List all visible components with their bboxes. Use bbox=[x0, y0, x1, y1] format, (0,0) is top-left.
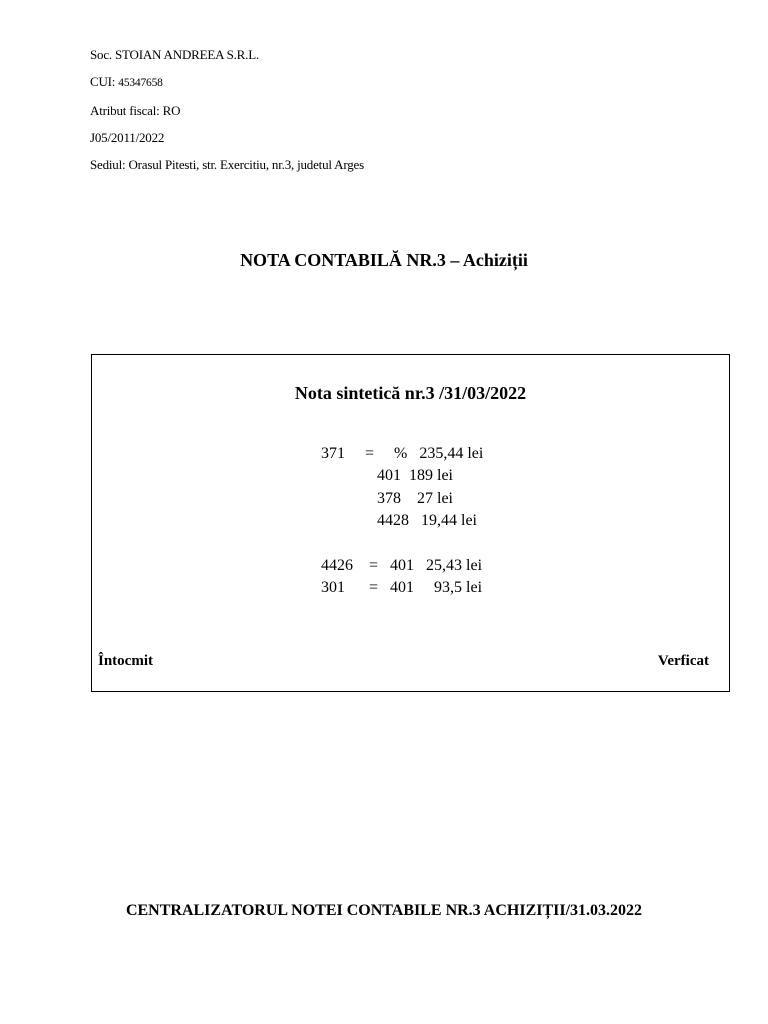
cui-value: 45347658 bbox=[118, 77, 163, 89]
entry-line-4: 4428 19,44 lei bbox=[321, 512, 477, 529]
synthetic-note-title: Nota sintetică nr.3 /31/03/2022 bbox=[294, 383, 527, 403]
verified-by-label: Verficat bbox=[657, 653, 709, 669]
prepared-by-label: Întocmit bbox=[98, 653, 153, 669]
entry-line-3: 378 27 lei bbox=[321, 490, 453, 507]
entry-line-1: 371 = % 235,44 lei bbox=[321, 445, 484, 462]
synthetic-note-box bbox=[91, 354, 730, 692]
company-fiscal-attribute: Atribut fiscal: RO bbox=[90, 103, 181, 118]
company-cui bbox=[90, 75, 163, 90]
entry-line-2: 401 189 lei bbox=[321, 467, 453, 484]
company-registry-number: J05/2011/2022 bbox=[90, 130, 165, 145]
company-name: Soc. STOIAN ANDREEA S.R.L. bbox=[90, 47, 259, 62]
centralizer-title: CENTRALIZATORUL NOTEI CONTABILE NR.3 ACHIZIȚII/31.03.2022 bbox=[125, 902, 643, 919]
entry-line-5: 4426 = 401 25,43 lei bbox=[321, 557, 483, 574]
company-address: Sediul: Orasul Pitesti, str. Exercitiu, nr.3, judetul Arges bbox=[90, 157, 364, 172]
entry-line-6: 301 = 401 93,5 lei bbox=[321, 579, 483, 596]
document-title: NOTA CONTABILĂ NR.3 – Achiziții bbox=[240, 250, 528, 270]
cui-label: CUI: bbox=[90, 74, 116, 89]
